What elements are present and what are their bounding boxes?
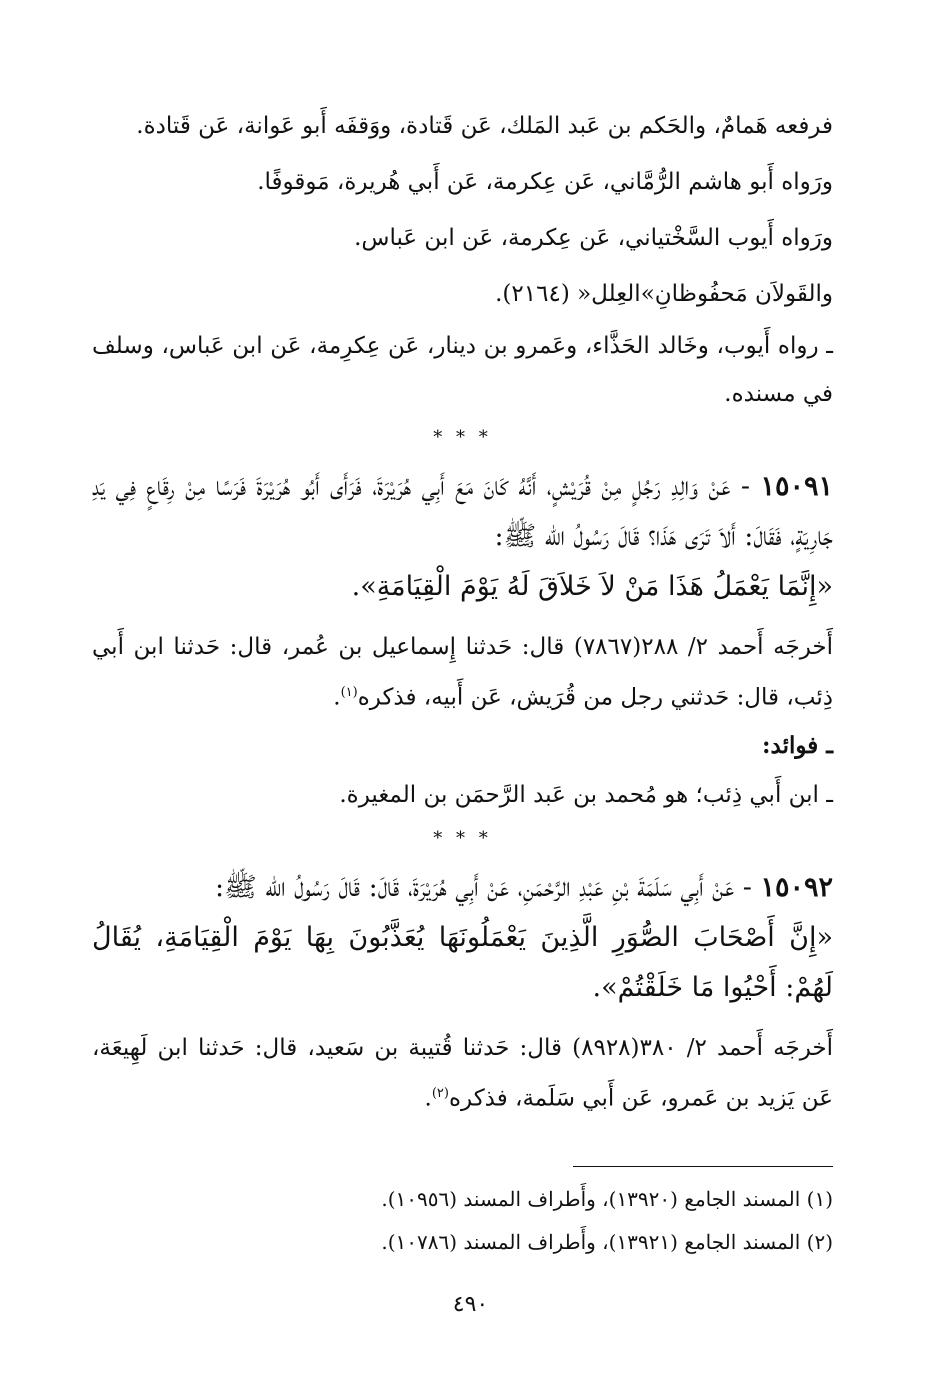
section-separator: * * * xyxy=(433,427,492,448)
page-number: ٤٩٠ xyxy=(452,1292,489,1317)
intro-line-2: ورَواه أَبو هاشم الرُّمَّاني، عَن عِكرمة، عَن أَبي هُريرة، مَوقوفًا. xyxy=(257,169,833,195)
footnotes xyxy=(92,1178,833,1264)
hadith-quote: «إِنَّمَا يَعْمَلُ هَذَا مَنْ لاَ خَلاَقَ لَهُ يَوْمَ الْقِيَامَةِ». xyxy=(351,571,833,602)
intro-line-3: ورَواه أَيوب السَّخْتياني، عَن عِكرمة، عَن ابن عَباس. xyxy=(354,225,833,251)
takhrij-body: أَخرجَه أَحمد ٢/ ٣٨٠(٨٩٢٨) قال: حَدثنا قُتيبة بن سَعيد، قال: حَدثنا ابن لَهِيعَة، عَن يَزيد بن عَمرو، عَن أَبي سَلَمة، فذكره xyxy=(92,1034,833,1112)
footnote-1: (١) المسند الجامع (١٣٩٢٠)، وأَطراف المسند (١٠٩٥٦). xyxy=(381,1187,833,1211)
footnote-divider xyxy=(573,1166,833,1167)
intro-line-5: ـ رواه أَيوب، وخَالد الحَذَّاء، وعَمرو بن دينار، عَن عِكرِمة، عَن ابن عَباس، وسلف في مسنده. xyxy=(92,333,833,407)
takhrij-text: أَخرجَه أَحمد ٢/ ٢٨٨(٧٨٦٧) قال: حَدثنا إِسماعيل بن عُمر، قال: حَدثنا ابن أَبي ذِئب، قال: حَدثني رجل من قُرَيش، عَن أَبيه، فذكره$^{(١)}$. xyxy=(92,634,833,711)
intro-line-1: فرفعه هَمامٌ، والحَكم بن عَبد المَلك، عَن قَتادة، ووَقفَه أَبو عَوانة، عَن قَتادة. xyxy=(136,113,833,139)
fawaid-heading: ـ فوائد: xyxy=(762,731,833,759)
hadith-isnad: - عَنْ وَالِدِ رَجُلٍ مِنْ قُرَيْشٍ، أَنَّهُ كَانَ مَعَ أَبِي هُرَيْرَةَ، فَرَأَى أَبُو هُرَيْرَةَ فَرَسًا مِنْ رِقَاعٍ فِي يَدِ جَارِيَةٍ، فَقَالَ: أَلاَ تَرَى هَذَا؟ قَالَ رَسُولُ الله ﷺ: xyxy=(92,471,833,552)
intro-line-4: والقَولاَن مَحفُوظانِ»العِلل« (٢١٦٤). xyxy=(495,281,833,307)
footnote-ref: (١) xyxy=(340,685,358,700)
hadith-text xyxy=(92,462,833,562)
hadith-quote: «إِنَّ أَصْحَابَ الصُّوَرِ الَّذِينَ يَعْمَلُونَهَا يُعَذَّبُونَ بِهَا يَوْمَ الْقِيَامَةِ، يُقَالُ لَهُمْ: أَحْيُوا مَا خَلَقْتُمْ». xyxy=(92,921,833,1003)
hadith-text xyxy=(92,863,833,913)
takhrij-body: أَخرجَه أَحمد ٢/ ٢٨٨(٧٨٦٧) قال: حَدثنا إِسماعيل بن عُمر، قال: حَدثنا ابن أَبي ذِئب، قال: حَدثني رجل من قُرَيش، عَن أَبيه، فذكره xyxy=(92,634,833,711)
hadith-number: ١٥٠٩١ xyxy=(760,471,833,502)
fawaid-text: ـ ابن أَبي ذِئب؛ هو مُحمد بن عَبد الرَّحمَن بن المغيرة. xyxy=(339,781,833,808)
section-separator: * * * xyxy=(433,827,492,849)
takhrij-text: أَخرجَه أَحمد ٢/ ٣٨٠(٨٩٢٨) قال: حَدثنا قُتيبة بن سَعيد، قال: حَدثنا ابن لَهِيعَة، عَن يَزيد بن عَمرو، عَن أَبي سَلَمة، فذكره$^{(٢)}$. xyxy=(92,1034,833,1112)
footnote-ref: (٢) xyxy=(431,1085,449,1101)
hadith-number: ١٥٠٩٢ xyxy=(760,871,833,903)
hadith-15092 xyxy=(92,863,833,1013)
page-body xyxy=(92,98,833,1121)
hadith-isnad: - عَنْ أَبِي سَلَمَةَ بْنِ عَبْدِ الرَّحْمَنِ، عَنْ أَبِي هُرَيْرَةَ، قَالَ: قَالَ رَسُولُ الله ﷺ: xyxy=(215,871,752,903)
footnote-2: (٢) المسند الجامع (١٣٩٢١)، وأَطراف المسند (١٠٧٨٦). xyxy=(381,1230,833,1254)
hadith-15091 xyxy=(92,462,833,612)
